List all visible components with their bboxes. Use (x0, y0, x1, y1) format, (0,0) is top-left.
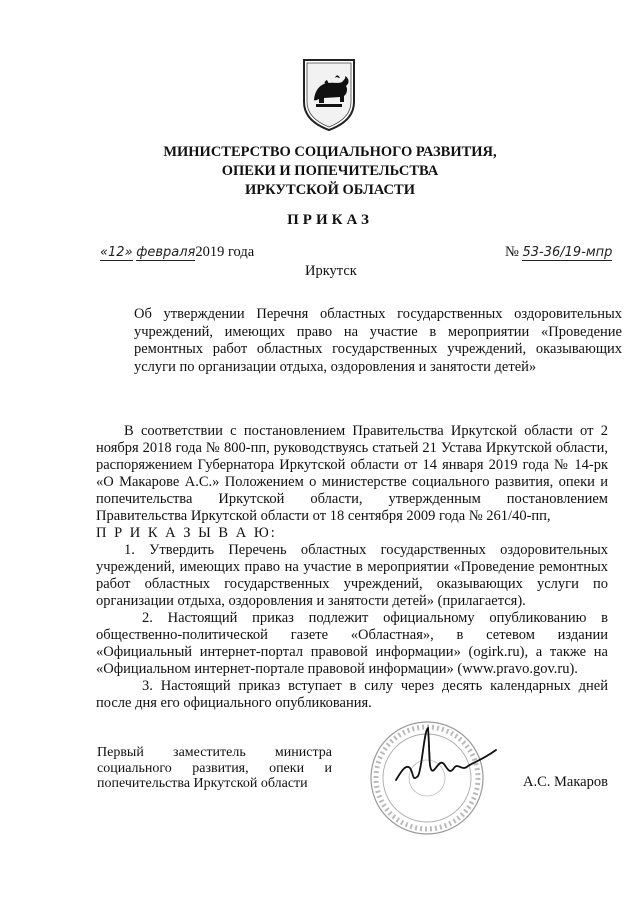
date-year: 2019 года (195, 244, 255, 260)
signatory-position: Первый заместитель министра социального развития, опеки и попечительства Иркутской области (97, 745, 332, 791)
coat-of-arms-icon (300, 56, 358, 132)
handwritten-signature-icon (392, 720, 502, 800)
ministry-line-1: МИНИСТЕРСТВО СОЦИАЛЬНОГО РАЗВИТИЯ, (163, 144, 497, 160)
date-day: «12» (100, 245, 133, 260)
order-item-3: 3. Настоящий приказ вступает в силу через десять календарных дней после дня его официального опубликования. (96, 678, 608, 711)
date-month: февраля (136, 245, 196, 260)
document-title: Об утверждении Перечня областных государственных оздоровительных учреждений, имеющих право на участие в мероприятии «Проведение ремонтных работ областных государственных учреждений, оказывающих услуги по организации отдыха, оздоровления и занятости детей» (134, 306, 622, 375)
order-item-2: 2. Настоящий приказ подлежит официальному опубликованию в общественно-политической газете «Областная», в сетевом издании «Официальный интернет-портал правовой информации» (ogirk.ru), а также на «Официальном интернет-портале правовой информации» (www.pravo.gov.ru). (96, 610, 608, 677)
preamble-paragraph: В соответствии с постановлением Правительства Иркутской области от 2 ноября 2018 года № 800-пп, руководствуясь статьей 21 Устава Иркутской области, распоряжением Губернатора Иркутской области от 14 января 2019 года № 14-рк «О Макарове А.С.» Положением о министерстве социального развития, опеки и попечительства Иркутской области, утвержденным постановлением Правительства Иркутской области от 18 сентября 2009 года № 261/40-пп, (96, 423, 608, 524)
document-body (96, 423, 608, 712)
ministry-header (120, 143, 540, 200)
order-word: П Р И К А З Ы В А Ю: (96, 525, 277, 541)
order-item-1: 1. Утвердить Перечень областных государственных оздоровительных учреждений, имеющих право на участие в мероприятии «Проведение ремонтных работ областных государственных учреждений, оказывающих услуги по организации отдыха, оздоровления и занятости детей» (прилагается). (96, 542, 608, 609)
number-prefix: № (505, 244, 519, 260)
document-type: ПРИКАЗ (287, 212, 373, 228)
ministry-line-2: ОПЕКИ И ПОПЕЧИТЕЛЬСТВА (221, 163, 439, 179)
ministry-line-3: ИРКУТСКОЙ ОБЛАСТИ (245, 182, 415, 198)
signatory-name: А.С. Макаров (523, 774, 608, 790)
document-date (100, 244, 254, 261)
document-number (505, 244, 612, 261)
document-city: Иркутск (305, 263, 357, 279)
number-value: 53-36/19-мпр (522, 245, 613, 260)
